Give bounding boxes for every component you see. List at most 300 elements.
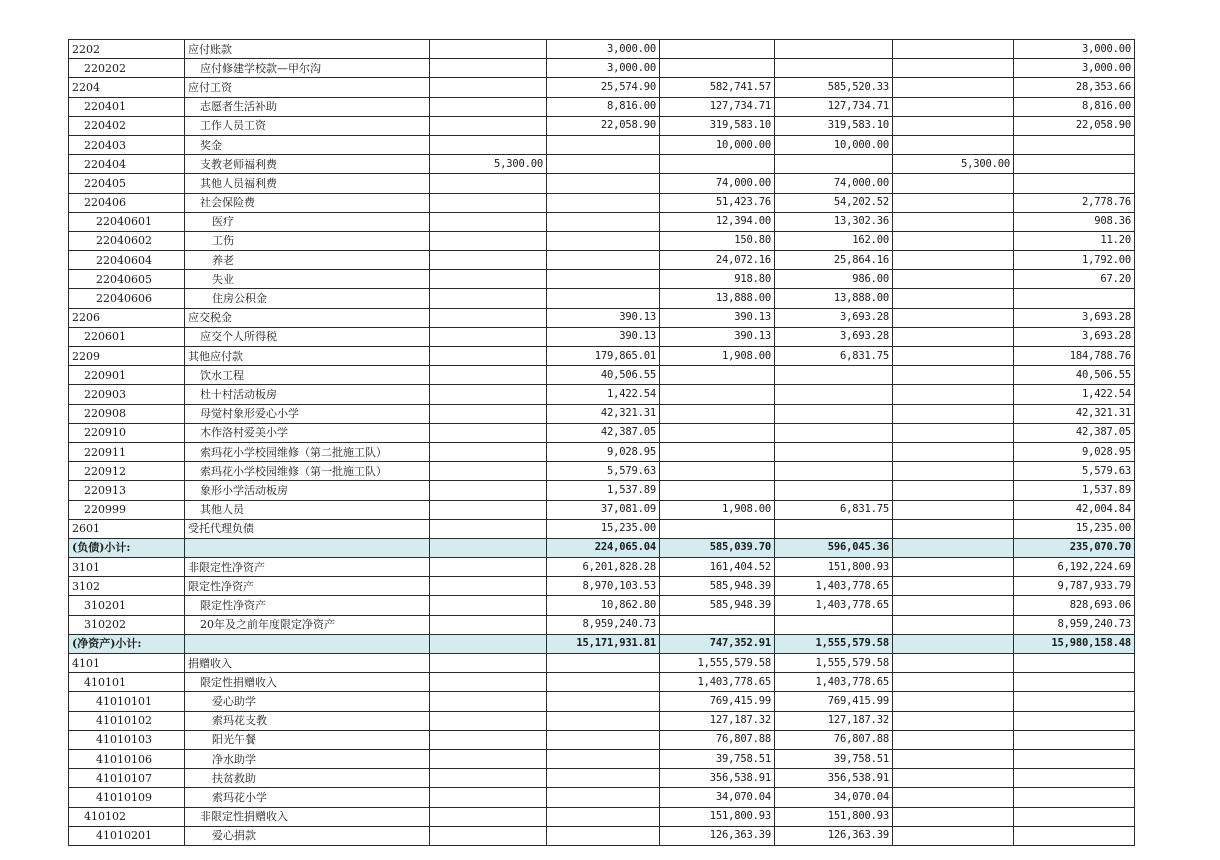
account-name-cell: 净水助学 (185, 749, 430, 768)
table-row (69, 596, 1135, 615)
account-name-cell: 社会保险费 (185, 193, 430, 212)
account-name-cell: 非限定性净资产 (185, 558, 430, 577)
table-row (69, 212, 1135, 231)
table-row (69, 442, 1135, 461)
col2-amount-cell: 8,816.00 (547, 97, 660, 116)
col2-amount-cell: 42,321.31 (547, 404, 660, 423)
col4-amount-cell (775, 404, 893, 423)
col1-amount-cell (430, 385, 547, 404)
col6-amount-cell (1014, 730, 1135, 749)
col6-amount-cell (1014, 826, 1135, 845)
account-code-cell: 41010102 (69, 711, 185, 730)
table-row (69, 404, 1135, 423)
col2-amount-cell: 42,387.05 (547, 423, 660, 442)
account-name-cell: 失业 (185, 270, 430, 289)
account-code-cell: 22040604 (69, 251, 185, 270)
col4-amount-cell: 1,555,579.58 (775, 654, 893, 673)
col1-amount-cell (430, 807, 547, 826)
col3-amount-cell: 51,423.76 (660, 193, 775, 212)
col1-amount-cell: 5,300.00 (430, 155, 547, 174)
col3-amount-cell: 769,415.99 (660, 692, 775, 711)
col1-amount-cell (430, 577, 547, 596)
col4-amount-cell: 3,693.28 (775, 327, 893, 346)
col2-amount-cell: 1,537.89 (547, 481, 660, 500)
col1-amount-cell (430, 442, 547, 461)
account-name-cell: 爱心助学 (185, 692, 430, 711)
col3-amount-cell: 39,758.51 (660, 749, 775, 768)
col1-amount-cell (430, 730, 547, 749)
ledger-body (69, 40, 1135, 846)
account-name-cell: 奖金 (185, 135, 430, 154)
col3-amount-cell: 1,908.00 (660, 500, 775, 519)
account-code-cell: 220912 (69, 462, 185, 481)
col6-amount-cell: 22,058.90 (1014, 116, 1135, 135)
col1-amount-cell (430, 116, 547, 135)
account-code-cell: 2209 (69, 347, 185, 366)
col3-amount-cell: 127,187.32 (660, 711, 775, 730)
table-row (69, 308, 1135, 327)
ledger-table (68, 39, 1135, 846)
account-code-cell: 220405 (69, 174, 185, 193)
account-code-cell: (净资产)小计: (69, 634, 185, 653)
col3-amount-cell: 1,555,579.58 (660, 654, 775, 673)
col4-amount-cell: 127,187.32 (775, 711, 893, 730)
account-name-cell: 索玛花支教 (185, 711, 430, 730)
col6-amount-cell: 9,787,933.79 (1014, 577, 1135, 596)
col3-amount-cell: 34,070.04 (660, 788, 775, 807)
col5-amount-cell (893, 231, 1014, 250)
col6-amount-cell: 3,000.00 (1014, 59, 1135, 78)
col6-amount-cell: 2,778.76 (1014, 193, 1135, 212)
col5-amount-cell (893, 270, 1014, 289)
col6-amount-cell: 828,693.06 (1014, 596, 1135, 615)
table-row (69, 231, 1135, 250)
col2-amount-cell (547, 769, 660, 788)
col5-amount-cell (893, 135, 1014, 154)
account-code-cell: 22040605 (69, 270, 185, 289)
col4-amount-cell (775, 462, 893, 481)
account-name-cell: 木作洛村爱美小学 (185, 423, 430, 442)
col5-amount-cell: 5,300.00 (893, 155, 1014, 174)
col4-amount-cell: 3,693.28 (775, 308, 893, 327)
col6-amount-cell: 42,004.84 (1014, 500, 1135, 519)
col4-amount-cell: 126,363.39 (775, 826, 893, 845)
col1-amount-cell (430, 692, 547, 711)
col1-amount-cell (430, 59, 547, 78)
col6-amount-cell (1014, 654, 1135, 673)
account-name-cell: 限定性净资产 (185, 596, 430, 615)
col5-amount-cell (893, 97, 1014, 116)
col5-amount-cell (893, 711, 1014, 730)
col2-amount-cell (547, 135, 660, 154)
col2-amount-cell: 224,065.04 (547, 538, 660, 557)
col4-amount-cell (775, 519, 893, 538)
col1-amount-cell (430, 654, 547, 673)
table-row (69, 270, 1135, 289)
account-code-cell: 2601 (69, 519, 185, 538)
col1-amount-cell (430, 289, 547, 308)
col4-amount-cell: 76,807.88 (775, 730, 893, 749)
account-code-cell: 41010109 (69, 788, 185, 807)
col6-amount-cell: 42,321.31 (1014, 404, 1135, 423)
account-code-cell: (负债)小计: (69, 538, 185, 557)
col4-amount-cell: 6,831.75 (775, 500, 893, 519)
col5-amount-cell (893, 654, 1014, 673)
col3-amount-cell (660, 366, 775, 385)
account-code-cell: 22040602 (69, 231, 185, 250)
col3-amount-cell: 585,039.70 (660, 538, 775, 557)
account-code-cell: 220402 (69, 116, 185, 135)
account-name-cell: 其他人员福利费 (185, 174, 430, 193)
col4-amount-cell (775, 481, 893, 500)
col5-amount-cell (893, 40, 1014, 59)
col3-amount-cell (660, 615, 775, 634)
col5-amount-cell (893, 634, 1014, 653)
account-name-cell: 扶贫救助 (185, 769, 430, 788)
col5-amount-cell (893, 538, 1014, 557)
col2-amount-cell: 6,201,828.28 (547, 558, 660, 577)
col1-amount-cell (430, 135, 547, 154)
account-code-cell: 220999 (69, 500, 185, 519)
col4-amount-cell: 1,403,778.65 (775, 673, 893, 692)
table-row (69, 500, 1135, 519)
account-code-cell: 220903 (69, 385, 185, 404)
table-row (69, 462, 1135, 481)
col2-amount-cell: 3,000.00 (547, 59, 660, 78)
col6-amount-cell: 40,506.55 (1014, 366, 1135, 385)
col3-amount-cell (660, 40, 775, 59)
table-row (69, 385, 1135, 404)
col3-amount-cell (660, 59, 775, 78)
col4-amount-cell: 1,403,778.65 (775, 577, 893, 596)
col4-amount-cell: 13,302.36 (775, 212, 893, 231)
table-row (69, 251, 1135, 270)
col4-amount-cell: 13,888.00 (775, 289, 893, 308)
col2-amount-cell: 40,506.55 (547, 366, 660, 385)
col3-amount-cell: 585,948.39 (660, 577, 775, 596)
table-row (69, 193, 1135, 212)
col3-amount-cell: 918.80 (660, 270, 775, 289)
col4-amount-cell: 54,202.52 (775, 193, 893, 212)
col5-amount-cell (893, 481, 1014, 500)
table-row (69, 558, 1135, 577)
col1-amount-cell (430, 500, 547, 519)
table-row (69, 807, 1135, 826)
table-row (69, 366, 1135, 385)
account-name-cell: 20年及之前年度限定净资产 (185, 615, 430, 634)
col1-amount-cell (430, 615, 547, 634)
col4-amount-cell (775, 385, 893, 404)
subtotal-row (69, 634, 1135, 653)
col1-amount-cell (430, 231, 547, 250)
col1-amount-cell (430, 826, 547, 845)
col1-amount-cell (430, 634, 547, 653)
account-name-cell: 限定性捐赠收入 (185, 673, 430, 692)
col5-amount-cell (893, 404, 1014, 423)
col3-amount-cell (660, 155, 775, 174)
col4-amount-cell (775, 155, 893, 174)
col4-amount-cell (775, 40, 893, 59)
col5-amount-cell (893, 366, 1014, 385)
col5-amount-cell (893, 807, 1014, 826)
col6-amount-cell: 6,192,224.69 (1014, 558, 1135, 577)
col5-amount-cell (893, 615, 1014, 634)
table-row (69, 788, 1135, 807)
col6-amount-cell: 184,788.76 (1014, 347, 1135, 366)
col2-amount-cell: 25,574.90 (547, 78, 660, 97)
col6-amount-cell: 1,422.54 (1014, 385, 1135, 404)
table-row (69, 730, 1135, 749)
col6-amount-cell (1014, 673, 1135, 692)
account-name-cell: 索玛花小学校园维修（第一批施工队） (185, 462, 430, 481)
account-code-cell: 41010101 (69, 692, 185, 711)
col3-amount-cell: 24,072.16 (660, 251, 775, 270)
account-code-cell: 220601 (69, 327, 185, 346)
col6-amount-cell: 67.20 (1014, 270, 1135, 289)
col2-amount-cell (547, 174, 660, 193)
table-row (69, 577, 1135, 596)
col5-amount-cell (893, 59, 1014, 78)
account-name-cell: 爱心捐款 (185, 826, 430, 845)
col6-amount-cell (1014, 807, 1135, 826)
col1-amount-cell (430, 749, 547, 768)
account-code-cell: 220910 (69, 423, 185, 442)
col5-amount-cell (893, 327, 1014, 346)
account-name-cell: 杜十村活动板房 (185, 385, 430, 404)
account-name-cell: 索玛花小学 (185, 788, 430, 807)
account-name-cell: 非限定性捐赠收入 (185, 807, 430, 826)
col1-amount-cell (430, 193, 547, 212)
col1-amount-cell (430, 423, 547, 442)
table-row (69, 749, 1135, 768)
col1-amount-cell (430, 711, 547, 730)
account-code-cell: 220401 (69, 97, 185, 116)
account-code-cell: 2202 (69, 40, 185, 59)
table-row (69, 654, 1135, 673)
col2-amount-cell (547, 711, 660, 730)
col2-amount-cell (547, 692, 660, 711)
account-code-cell: 410102 (69, 807, 185, 826)
col3-amount-cell (660, 462, 775, 481)
col5-amount-cell (893, 788, 1014, 807)
table-row (69, 673, 1135, 692)
table-row (69, 116, 1135, 135)
account-code-cell: 22040601 (69, 212, 185, 231)
account-name-cell: 应付修建学校款—甲尔沟 (185, 59, 430, 78)
account-code-cell: 220901 (69, 366, 185, 385)
table-row (69, 423, 1135, 442)
col4-amount-cell: 596,045.36 (775, 538, 893, 557)
account-code-cell: 41010106 (69, 749, 185, 768)
col1-amount-cell (430, 596, 547, 615)
col5-amount-cell (893, 558, 1014, 577)
col2-amount-cell (547, 730, 660, 749)
col2-amount-cell: 390.13 (547, 308, 660, 327)
account-code-cell: 220911 (69, 442, 185, 461)
col2-amount-cell (547, 749, 660, 768)
col4-amount-cell: 151,800.93 (775, 558, 893, 577)
col6-amount-cell: 8,959,240.73 (1014, 615, 1135, 634)
col5-amount-cell (893, 423, 1014, 442)
col1-amount-cell (430, 538, 547, 557)
subtotal-row (69, 538, 1135, 557)
col2-amount-cell: 22,058.90 (547, 116, 660, 135)
account-name-cell: 捐赠收入 (185, 654, 430, 673)
col3-amount-cell (660, 423, 775, 442)
account-name-cell: 母觉村象形爱心小学 (185, 404, 430, 423)
col6-amount-cell: 9,028.95 (1014, 442, 1135, 461)
col2-amount-cell: 390.13 (547, 327, 660, 346)
col2-amount-cell: 15,235.00 (547, 519, 660, 538)
col4-amount-cell: 986.00 (775, 270, 893, 289)
account-code-cell: 41010103 (69, 730, 185, 749)
col3-amount-cell: 150.80 (660, 231, 775, 250)
col5-amount-cell (893, 519, 1014, 538)
table-row (69, 711, 1135, 730)
account-code-cell: 310201 (69, 596, 185, 615)
table-row (69, 289, 1135, 308)
col4-amount-cell: 356,538.91 (775, 769, 893, 788)
col2-amount-cell (547, 231, 660, 250)
account-name-cell: 应交个人所得税 (185, 327, 430, 346)
col3-amount-cell: 1,403,778.65 (660, 673, 775, 692)
account-code-cell: 220406 (69, 193, 185, 212)
col5-amount-cell (893, 174, 1014, 193)
account-name-cell: 应付账款 (185, 40, 430, 59)
col5-amount-cell (893, 116, 1014, 135)
col6-amount-cell (1014, 749, 1135, 768)
account-code-cell: 22040606 (69, 289, 185, 308)
col5-amount-cell (893, 596, 1014, 615)
col6-amount-cell: 3,693.28 (1014, 327, 1135, 346)
col2-amount-cell (547, 788, 660, 807)
col6-amount-cell: 1,537.89 (1014, 481, 1135, 500)
col5-amount-cell (893, 692, 1014, 711)
account-name-cell: 支教老师福利费 (185, 155, 430, 174)
col2-amount-cell (547, 270, 660, 289)
col1-amount-cell (430, 308, 547, 327)
col2-amount-cell: 10,862.80 (547, 596, 660, 615)
table-row (69, 615, 1135, 634)
col2-amount-cell (547, 826, 660, 845)
col3-amount-cell: 127,734.71 (660, 97, 775, 116)
account-code-cell: 220913 (69, 481, 185, 500)
col4-amount-cell: 162.00 (775, 231, 893, 250)
col2-amount-cell (547, 673, 660, 692)
account-name-cell: 其他人员 (185, 500, 430, 519)
col1-amount-cell (430, 481, 547, 500)
col5-amount-cell (893, 78, 1014, 97)
col1-amount-cell (430, 212, 547, 231)
col4-amount-cell: 10,000.00 (775, 135, 893, 154)
col4-amount-cell: 769,415.99 (775, 692, 893, 711)
col6-amount-cell: 28,353.66 (1014, 78, 1135, 97)
account-name-cell: 志愿者生活补助 (185, 97, 430, 116)
table-row (69, 78, 1135, 97)
col2-amount-cell: 1,422.54 (547, 385, 660, 404)
col3-amount-cell: 390.13 (660, 327, 775, 346)
account-code-cell: 4101 (69, 654, 185, 673)
col2-amount-cell (547, 212, 660, 231)
account-code-cell: 410101 (69, 673, 185, 692)
account-code-cell: 3101 (69, 558, 185, 577)
table-row (69, 519, 1135, 538)
col6-amount-cell: 1,792.00 (1014, 251, 1135, 270)
col3-amount-cell (660, 442, 775, 461)
col6-amount-cell (1014, 155, 1135, 174)
col5-amount-cell (893, 462, 1014, 481)
table-row (69, 97, 1135, 116)
col2-amount-cell (547, 155, 660, 174)
col5-amount-cell (893, 577, 1014, 596)
col6-amount-cell: 3,000.00 (1014, 40, 1135, 59)
account-name-cell: 索玛花小学校园维修（第二批施工队） (185, 442, 430, 461)
col2-amount-cell: 179,865.01 (547, 347, 660, 366)
col1-amount-cell (430, 462, 547, 481)
col1-amount-cell (430, 97, 547, 116)
account-code-cell: 220404 (69, 155, 185, 174)
account-code-cell: 220403 (69, 135, 185, 154)
table-row (69, 59, 1135, 78)
account-name-cell: 医疗 (185, 212, 430, 231)
col1-amount-cell (430, 558, 547, 577)
col4-amount-cell: 319,583.10 (775, 116, 893, 135)
col3-amount-cell: 390.13 (660, 308, 775, 327)
col3-amount-cell: 76,807.88 (660, 730, 775, 749)
col3-amount-cell: 10,000.00 (660, 135, 775, 154)
col6-amount-cell: 15,980,158.48 (1014, 634, 1135, 653)
col4-amount-cell: 1,555,579.58 (775, 634, 893, 653)
table-row (69, 347, 1135, 366)
col2-amount-cell: 3,000.00 (547, 40, 660, 59)
table-row (69, 692, 1135, 711)
account-name-cell: 工作人员工资 (185, 116, 430, 135)
table-row (69, 155, 1135, 174)
col5-amount-cell (893, 673, 1014, 692)
col1-amount-cell (430, 519, 547, 538)
table-row (69, 174, 1135, 193)
col6-amount-cell: 8,816.00 (1014, 97, 1135, 116)
col3-amount-cell: 585,948.39 (660, 596, 775, 615)
col6-amount-cell: 3,693.28 (1014, 308, 1135, 327)
col6-amount-cell: 5,579.63 (1014, 462, 1135, 481)
col6-amount-cell (1014, 769, 1135, 788)
account-code-cell: 41010201 (69, 826, 185, 845)
col5-amount-cell (893, 826, 1014, 845)
col1-amount-cell (430, 366, 547, 385)
col3-amount-cell (660, 404, 775, 423)
account-code-cell: 3102 (69, 577, 185, 596)
account-name-cell: 受托代理负债 (185, 519, 430, 538)
col2-amount-cell (547, 654, 660, 673)
col3-amount-cell (660, 481, 775, 500)
account-name-cell (185, 634, 430, 653)
account-name-cell: 工伤 (185, 231, 430, 250)
table-row (69, 135, 1135, 154)
col3-amount-cell: 126,363.39 (660, 826, 775, 845)
col1-amount-cell (430, 347, 547, 366)
col5-amount-cell (893, 442, 1014, 461)
account-code-cell: 220908 (69, 404, 185, 423)
col2-amount-cell: 5,579.63 (547, 462, 660, 481)
col4-amount-cell (775, 442, 893, 461)
col6-amount-cell: 42,387.05 (1014, 423, 1135, 442)
col3-amount-cell: 1,908.00 (660, 347, 775, 366)
table-row (69, 40, 1135, 59)
col4-amount-cell: 25,864.16 (775, 251, 893, 270)
account-code-cell: 41010107 (69, 769, 185, 788)
col6-amount-cell: 11.20 (1014, 231, 1135, 250)
